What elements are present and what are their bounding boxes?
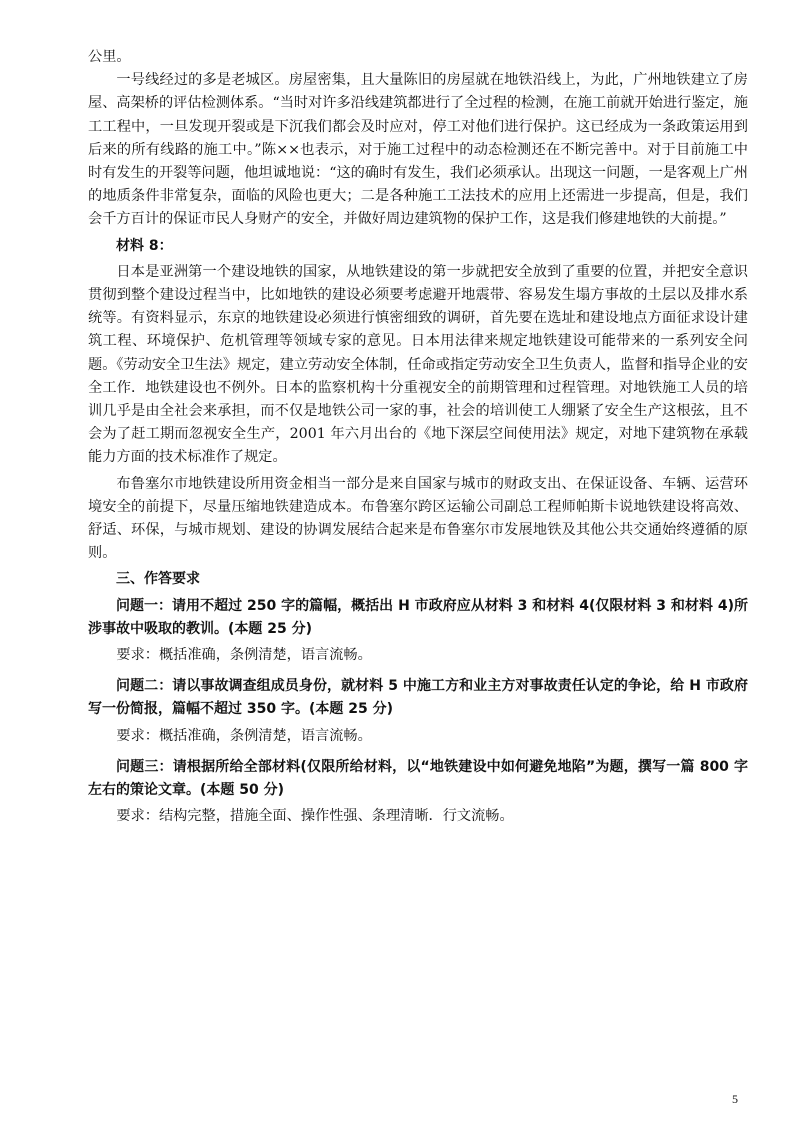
paragraph-japan: 日本是亚洲第一个建设地铁的国家，从地铁建设的第一步就把安全放到了重要的位置，并把安全意识贯彻到整个建设过程当中，比如地铁的建设必须要考虑避开地震带、容易发生塌方事故的土层以及排水系统等。有资料显示，东京的地铁建设必须进行慎密细致的调研，首先要在选址和建设地点方面征求设计建筑工程、环境保护、危机管理等领域专家的意见。日本用法律来规定地铁建设可能带来的一系列安全问题。《劳动安全卫生法》规定，建立劳动安全体制，任命或指定劳动安全卫生负责人，监督和指导企业的安全工作．地铁建设也不例外。日本的监察机构十分重视安全的前期管理和过程管理。对地铁施工人员的培训几乎是由全社会来承担，而不仅是地铁公司一家的事，社会的培训使工人绷紧了安全生产这根弦，且不会为了赶工期而忽视安全生产，2001 年六月出台的《地下深层空间使用法》规定，对地下建筑物在承载能力方面的技术标准作了规定。 — [88, 263, 748, 466]
question-1-requirement: 要求：概括准确，条例清楚，语言流畅。 — [116, 647, 372, 664]
question-3: 问题三：请根据所给全部材料(仅限所给材料，以“地铁建设中如何避免地陷”为题，撰写一篇 800 字左右的策论文章。(本题 50 分) — [88, 758, 748, 799]
question-2-requirement: 要求：概括准确，条例清楚，语言流畅。 — [116, 727, 372, 744]
paragraph-guangzhou-metro: 一号线经过的多是老城区。房屋密集，且大量陈旧的房屋就在地铁沿线上，为此，广州地铁建立了房屋、高架桥的评估检测体系。“当时对许多沿线建筑都进行了全过程的检测，在施工前就开始进行鉴定，施工工程中，一旦发现开裂或是下沉我们都会及时应对，停工对他们进行保护。这已经成为一条政策运用到后来的所有线路的施工中。”陈××也表示，对于施工过程中的动态检测还在不断完善中。对于目前施工中时有发生的开裂等问题，他坦诚地说：“这的确时有发生，我们必须承认。出现这一问题，一是客观上广州的地质条件非常复杂，面临的风险也更大；二是各种施工工法技术的应用上还需进一步提高，但是，我们会千方百计的保证市民人身财产的安全，并做好周边建筑物的保护工作，这是我们修建地铁的大前提。” — [88, 72, 748, 228]
material-8-title: 材料 8： — [116, 237, 173, 254]
question-1: 问题一：请用不超过 250 字的篇幅，概括出 H 市政府应从材料 3 和材料 4(仅限材料 3 和材料 4)所涉事故中吸取的教训。(本题 25 分) — [88, 597, 748, 637]
document-body — [88, 46, 748, 837]
section-3-title: 三、作答要求 — [116, 571, 200, 588]
page-number: 5 — [732, 1092, 738, 1106]
paragraph-continuation: 公里。 — [88, 49, 131, 65]
paragraph-brussels: 布鲁塞尔市地铁建设所用资金相当一部分是来自国家与城市的财政支出、在保证设备、车辆、运营环境安全的前提下，尽量压缩地铁建造成本。布鲁塞尔跨区运输公司副总工程师帕斯卡说地铁建设将高效、舒适、环保，与城市规划、建设的协调发展结合起来是布鲁塞尔市发展地铁及其他公共交通始终遵循的原则。 — [88, 475, 748, 562]
question-3-requirement: 要求：结构完整，措施全面、操作性强、条理清晰．行文流畅。 — [116, 808, 514, 825]
question-2: 问题二：请以事故调查组成员身份，就材料 5 中施工方和业主方对事故责任认定的争论，给 H 市政府写一份简报，篇幅不超过 350 字。(本题 25 分) — [88, 678, 748, 718]
